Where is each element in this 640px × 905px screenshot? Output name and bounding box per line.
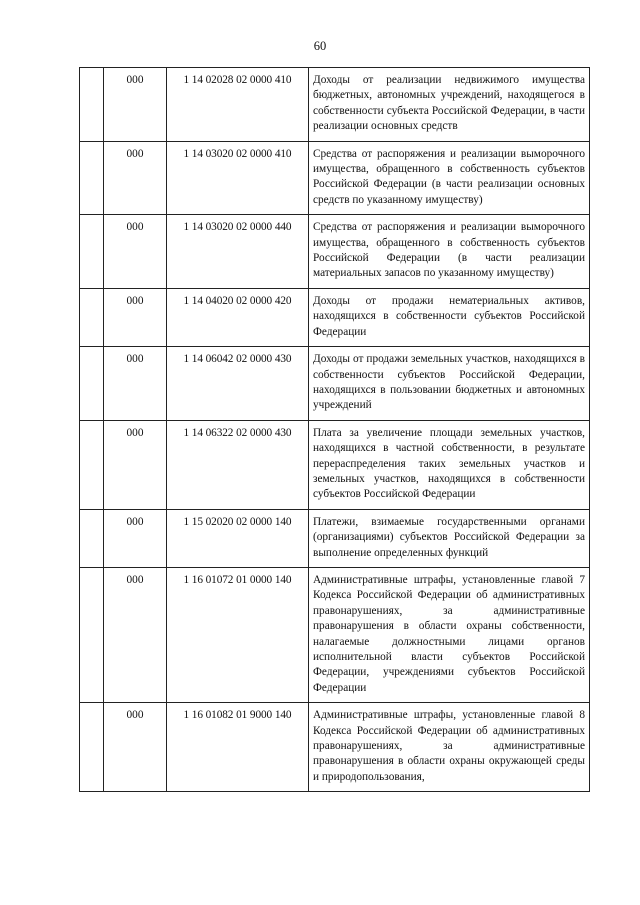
- income-code-cell: 1 15 02020 02 0000 140: [167, 509, 309, 567]
- description-cell: Доходы от продажи нематериальных активов, находящихся в собственности субъектов Российской Федерации: [309, 288, 590, 346]
- income-code-cell: 1 16 01072 01 0000 140: [167, 567, 309, 702]
- description-cell: Доходы от реализации недвижимого имущества бюджетных, автономных учреждений, находящегося в собственности субъекта Российской Федерации, в части реализации основных средств: [309, 68, 590, 142]
- admin-code-cell: 000: [104, 288, 167, 346]
- income-code-cell: 1 14 06042 02 0000 430: [167, 347, 309, 421]
- admin-code-cell: 000: [104, 215, 167, 289]
- blank-cell: [80, 703, 104, 792]
- blank-cell: [80, 215, 104, 289]
- blank-cell: [80, 347, 104, 421]
- table-row: [80, 347, 590, 421]
- admin-code-cell: 000: [104, 703, 167, 792]
- admin-code-cell: 000: [104, 567, 167, 702]
- admin-code-cell: 000: [104, 141, 167, 215]
- table-row: [80, 703, 590, 792]
- description-cell: Платежи, взимаемые государственными органами (организациями) субъектов Российской Федерации за выполнение определенных функций: [309, 509, 590, 567]
- income-code-cell: 1 14 06322 02 0000 430: [167, 420, 309, 509]
- income-code-cell: 1 14 03020 02 0000 410: [167, 141, 309, 215]
- admin-code-cell: 000: [104, 509, 167, 567]
- description-cell: Административные штрафы, установленные главой 8 Кодекса Российской Федерации об административных правонарушениях, за административные правонарушения в области охраны окружающей среды и природопользования,: [309, 703, 590, 792]
- income-code-cell: 1 14 03020 02 0000 440: [167, 215, 309, 289]
- description-cell: Средства от распоряжения и реализации выморочного имущества, обращенного в собственность субъектов Российской Федерации (в части реализации основных средств по указанному имуществу): [309, 141, 590, 215]
- income-code-cell: 1 14 04020 02 0000 420: [167, 288, 309, 346]
- admin-code-cell: 000: [104, 347, 167, 421]
- page-number: 60: [313, 39, 327, 53]
- table-row: [80, 141, 590, 215]
- income-code-cell: 1 16 01082 01 9000 140: [167, 703, 309, 792]
- blank-cell: [80, 509, 104, 567]
- income-code-cell: 1 14 02028 02 0000 410: [167, 68, 309, 142]
- description-cell: Доходы от продажи земельных участков, находящихся в собственности субъектов Российской Федерации, находящихся в пользовании бюджетных и автономных учреждений: [309, 347, 590, 421]
- table-row: [80, 567, 590, 702]
- description-cell: Средства от распоряжения и реализации выморочного имущества, обращенного в собственность субъектов Российской Федерации (в части реализации материальных запасов по указанному имуществу): [309, 215, 590, 289]
- description-cell: Административные штрафы, установленные главой 7 Кодекса Российской Федерации об административных правонарушениях, за административные правонарушения в области охраны собственности, налагаемые должностными лицами органов исполнительной власти субъектов Российской Федерации, учреждениями субъектов Российской Федерации: [309, 567, 590, 702]
- admin-code-cell: 000: [104, 68, 167, 142]
- blank-cell: [80, 288, 104, 346]
- table-row: [80, 509, 590, 567]
- table-row: [80, 68, 590, 142]
- blank-cell: [80, 141, 104, 215]
- table-row: [80, 288, 590, 346]
- blank-cell: [80, 68, 104, 142]
- table-row: [80, 215, 590, 289]
- blank-cell: [80, 567, 104, 702]
- admin-code-cell: 000: [104, 420, 167, 509]
- table-row: [80, 420, 590, 509]
- blank-cell: [80, 420, 104, 509]
- budget-revenue-table: [79, 67, 590, 792]
- description-cell: Плата за увеличение площади земельных участков, находящихся в частной собственности, в результате перераспределения таких земельных участков и земельных участков, находящихся в собственности субъектов Российской Федерации: [309, 420, 590, 509]
